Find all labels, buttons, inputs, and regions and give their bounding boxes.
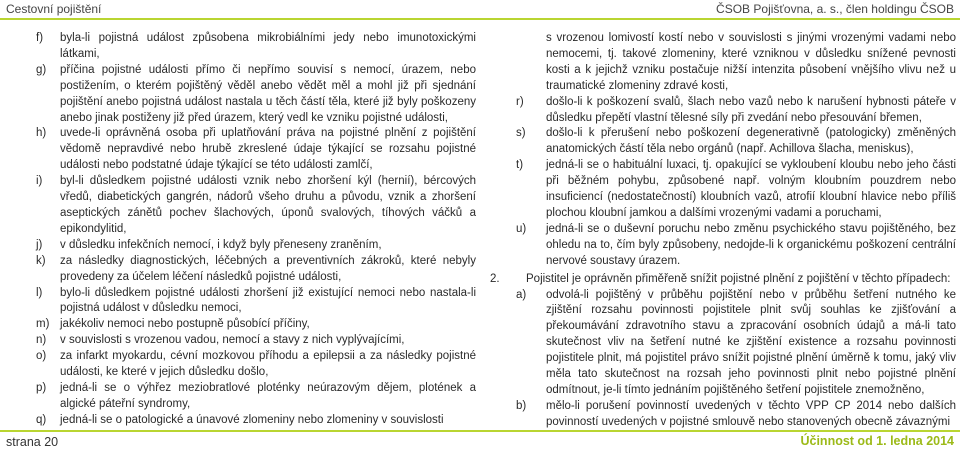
list-item-label: t) <box>516 159 524 172</box>
list-item <box>36 381 476 413</box>
list-item-label: j) <box>36 238 43 251</box>
list-item-text: byl-li důsledkem pojistné události vznik nebo zhoršení kýl (hernií), bércových vředů, diabetických gangrén, nádorů všeho druhu a původu, vznik a zhoršení aseptických zánětů pochev šlachových, úponů svalových, tíhových váčků a epikondylitid, <box>60 175 476 235</box>
list-item-text: za následky diagnostických, léčebných a preventivních zákroků, které nebyly provedeny za účelem léčení následků pojistné události, <box>60 254 476 283</box>
list-item-label: i) <box>36 175 43 188</box>
list-item-text: jedná-li se o habituální luxaci, tj. opakující se vykloubení kloubu nebo jeho části při běžném pohybu, způsobené např. volným kloubním pouzdrem nebo insuficiencí (nedostatečností) kloubních vazů, atrofií kloubní hlavice nebo příliš plochou kloubní jamkou a dalšími vrozenými vadami a poruchami, <box>546 159 956 219</box>
list-item-label: q) <box>36 413 47 426</box>
list-item <box>36 286 476 318</box>
effective-date: Účinnost od 1. ledna 2014 <box>800 434 954 448</box>
list-item <box>490 31 956 95</box>
footer-divider <box>0 430 960 432</box>
list-item-text: došlo-li k poškození svalů, šlach nebo vazů nebo k narušení hybnosti páteře v důsledku přepětí vlastní tělesné síly při zvedání nebo přesouvání břemen, <box>546 95 956 124</box>
right-column <box>490 31 956 431</box>
header-document-title: Cestovní pojištění <box>6 2 102 16</box>
list-item-text: odvolá-li pojištěný v průběhu pojištění nebo v průběhu šetření nutného ke zjištění rozsahu povinnosti pojistitele plnit svůj souhlas ke zjišťování a překoumávání zdravotního stavu a zpracování osobních údajů a má-li tato skutečnost vliv na šetření nutné ke zjištění existence a rozsahu povinnosti pojistitele plnit, má pojistitel právo snížit pojistné plnění úměrně k tomu, jaký vliv měla tato skutečnost na rozsah jeho povinnosti plnit nebo pojistné plnění odmítnout, je-li tímto jednáním pojištěného šetření pojistitele znemožněno, <box>546 288 956 396</box>
header-company: ČSOB Pojišťovna, a. s., člen holdingu ČSOB <box>716 2 954 16</box>
page-number: strana 20 <box>6 435 59 449</box>
list-item <box>490 95 956 127</box>
list-item-text: došlo-li k přerušení nebo poškození degenerativně (patologicky) změněných anatomických částí těla nebo orgánů (např. Achillova šlacha, meniskus), <box>546 127 956 156</box>
list-item-label: s) <box>516 127 526 140</box>
list-item <box>36 126 476 174</box>
list-item <box>36 317 476 333</box>
list-item-text: Pojistitel je oprávněn přiměřeně snížit pojistné plnění z pojištění v těchto případech: <box>526 272 951 285</box>
list-item-text: jedná-li se o patologické a únavové zlomeniny nebo zlomeniny v souvislosti <box>60 413 444 426</box>
list-item-label: p) <box>36 381 47 394</box>
list-item <box>36 349 476 381</box>
list-item-label: l) <box>36 286 43 299</box>
list-item-text: bylo-li důsledkem pojistné události zhoršení již existující nemoci nebo nastala-li pojistná událost v důsledku nemoci, <box>60 286 476 315</box>
list-item-text: jedná-li se o duševní poruchu nebo změnu psychického stavu pojištěného, bez ohledu na to, čím byly způsobeny, nedojde-li k organickému poškození centrální nervové soustavy úrazem. <box>546 222 956 267</box>
list-item-label: 2. <box>490 272 500 285</box>
list-item <box>36 254 476 286</box>
list-item-label: u) <box>516 222 527 235</box>
page-header <box>0 0 960 20</box>
list-item <box>490 272 956 288</box>
list-item-text: jedná-li se o výhřez meziobratlové ploténky neúrazovým dějem, plotének a algické páteřní syndromy, <box>60 381 476 410</box>
list-item-label: a) <box>516 288 527 301</box>
list-item-label: f) <box>36 32 44 44</box>
list-item <box>36 31 476 63</box>
list-item-label: o) <box>36 350 47 363</box>
list-item <box>490 399 956 431</box>
left-column <box>36 31 476 429</box>
list-item-label: b) <box>516 399 527 412</box>
list-item <box>36 333 476 349</box>
list-item <box>36 413 476 429</box>
list-item-text: v důsledku infekčních nemocí, i když byly přeneseny zraněním, <box>60 238 382 251</box>
list-item-text: příčina pojistné události přímo či nepřímo souvisí s nemocí, úrazem, nebo postižením, o kterém pojištěný věděl anebo vědět měl a mohl již při sjednání pojištění anebo pojistná událost nastala u těch částí těla, které již byly poškozeny anebo jinak postiženy již před úrazem, který vedl ke vzniku pojistné události, <box>60 63 476 124</box>
list-item-text: jakékoliv nemoci nebo postupně působící příčiny, <box>60 318 310 331</box>
list-item <box>490 158 956 222</box>
list-item-text: byla-li pojistná událost způsobena mikrobiálními jedy nebo imunotoxickými látkami, <box>60 32 476 60</box>
list-item <box>490 288 956 399</box>
list-item-label: g) <box>36 63 47 76</box>
list-item-text: v souvislosti s vrozenou vadou, nemocí a stavy z nich vyplývajícími, <box>60 334 405 347</box>
list-item <box>36 238 476 254</box>
list-item-label: n) <box>36 334 47 347</box>
list-item-label: k) <box>36 254 46 267</box>
list-item <box>490 126 956 158</box>
list-item-text: uvede-li oprávněná osoba při uplatňování práva na pojistné plnění z pojištění vědomě nepravdivé nebo hrubě zkreslené údaje týkající se rozsahu pojistné události nebo podstatné údaje týkající se této události zamlčí, <box>60 127 476 172</box>
list-item-label: m) <box>36 318 50 331</box>
list-item-text: za infarkt myokardu, cévní mozkovou příhodu a epilepsii a za následky pojistné události, ke které v jejich důsledku došlo, <box>60 350 476 379</box>
list-item-label: h) <box>36 127 47 140</box>
list-item <box>490 222 956 270</box>
list-item-text: s vrozenou lomivostí kostí nebo v souvislosti s jinými vrozenými vadami nebo nemocemi, tj. takové zlomeniny, které vzniknou v důsledku snížené pevnosti kosti a k jejichž vzniku postačuje nižší intenzita působení vnějšího vlivu než u traumatické zlomeniny zdravé kosti, <box>546 32 956 92</box>
list-item <box>36 174 476 238</box>
list-item-label: r) <box>516 95 524 108</box>
page-footer <box>0 430 960 451</box>
header-divider <box>0 18 960 20</box>
list-item-text: mělo-li porušení povinností uvedených v těchto VPP CP 2014 nebo dalších povinností uvedených v pojistné smlouvě nebo stanovených obecně závaznými <box>546 399 956 428</box>
list-item <box>36 63 476 127</box>
